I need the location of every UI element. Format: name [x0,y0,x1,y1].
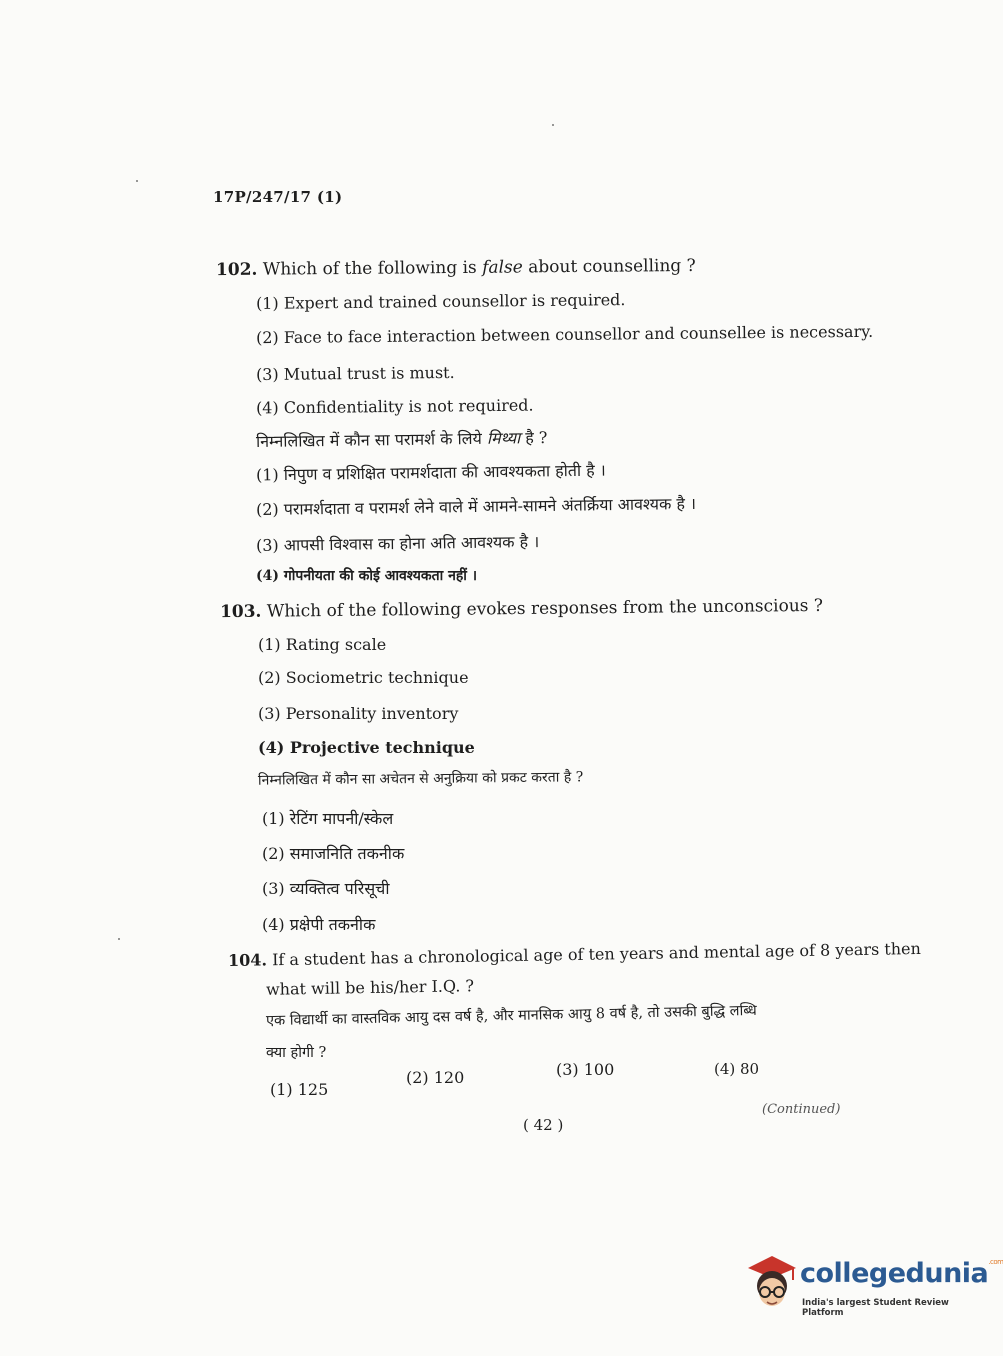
option-104-2: (2) 120 [406,1068,465,1087]
question-number: 103. [219,601,262,623]
question-emphasis: false [482,257,523,278]
hindi-option-102-4: (4) गोपनीयता की कोई आवश्यकता नहीं । [256,568,478,584]
question-text: Which of the following evokes responses from the unconscious ? [266,595,824,622]
hindi-question-103: निम्नलिखित में कौन सा अचेतन से अनुक्रिया को प्रकट करता है ? [257,769,584,789]
option-102-1: (1) Expert and trained counsellor is required. [255,290,626,313]
brand-name: collegedunia$^{.com}$ [800,1258,1003,1289]
hindi-question-text: है ? [520,427,548,448]
collegedunia-watermark [742,1252,1003,1322]
question-text: If a student has a chronological age of ten years and mental age of 8 years then [271,938,921,970]
hindi-question-104: एक विद्यार्थी का वास्तविक आयु दस वर्ष है, और मानसिक आयु 8 वर्ष है, तो उसकी बुद्धि लब्धि [265,1002,757,1030]
hindi-option-102-3: (3) आपसी विश्वास का होना अति आवश्यक है । [255,532,540,555]
mascot-logo-icon [742,1252,800,1314]
option-103-3: (3) Personality inventory [258,704,459,723]
page-number: ( 42 ) [523,1116,564,1134]
question-104-line2: what will be his/her I.Q. ? [265,976,475,999]
scan-speck [552,124,554,126]
option-104-1: (1) 125 [270,1080,329,1099]
hindi-question-emphasis: मिथ्या [486,428,521,448]
hindi-option-102-2: (2) परामर्शदाता व परामर्श लेने वाले में आमने-सामने अंतर्क्रिया आवश्यक है । [255,493,697,520]
option-104-3: (3) 100 [556,1060,615,1079]
paper-code: 17P/247/17 (1) [213,188,343,206]
question-text: about counselling ? [522,255,696,278]
hindi-option-103-1: (1) रेटिंग मापनी/स्केल [262,809,394,828]
hindi-question-104-line2: क्या होगी ? [266,1045,327,1061]
brand-tagline: India's largest Student Review Platform [802,1298,949,1318]
scan-speck [118,938,120,940]
option-103-1: (1) Rating scale [258,635,387,654]
question-number: 102. [215,259,258,281]
brand-suffix: .com [988,1258,1003,1266]
question-103 [220,596,823,622]
option-103-4: (4) Projective technique [258,738,475,757]
option-102-3: (3) Mutual trust is must. [255,362,455,385]
question-102 [216,256,696,280]
hindi-option-102-1: (1) निपुण व प्रशिक्षित परामर्शदाता की आवश्यकता होती है । [255,460,606,485]
option-102-2: (2) Face to face interaction between counsellor and counsellee is necessary. [255,321,874,348]
hindi-option-103-4: (4) प्रक्षेपी तकनीक [262,915,376,934]
question-text: Which of the following is [262,257,483,280]
hindi-option-103-2: (2) समाजनिति तकनीक [262,844,405,863]
hindi-option-103-3: (3) व्यक्तित्व परिसूची [262,879,390,898]
hindi-question-text: निम्नलिखित में कौन सा परामर्श के लिये [255,428,488,452]
question-number: 104. [227,950,268,971]
scan-speck [136,180,138,182]
option-104-4: (4) 80 [714,1060,760,1078]
continued-label: (Continued) [762,1102,841,1117]
hindi-question-102 [256,426,548,452]
option-102-4: (4) Confidentiality is not required. [255,395,534,418]
question-104 [228,939,921,970]
option-103-2: (2) Sociometric technique [258,668,469,687]
